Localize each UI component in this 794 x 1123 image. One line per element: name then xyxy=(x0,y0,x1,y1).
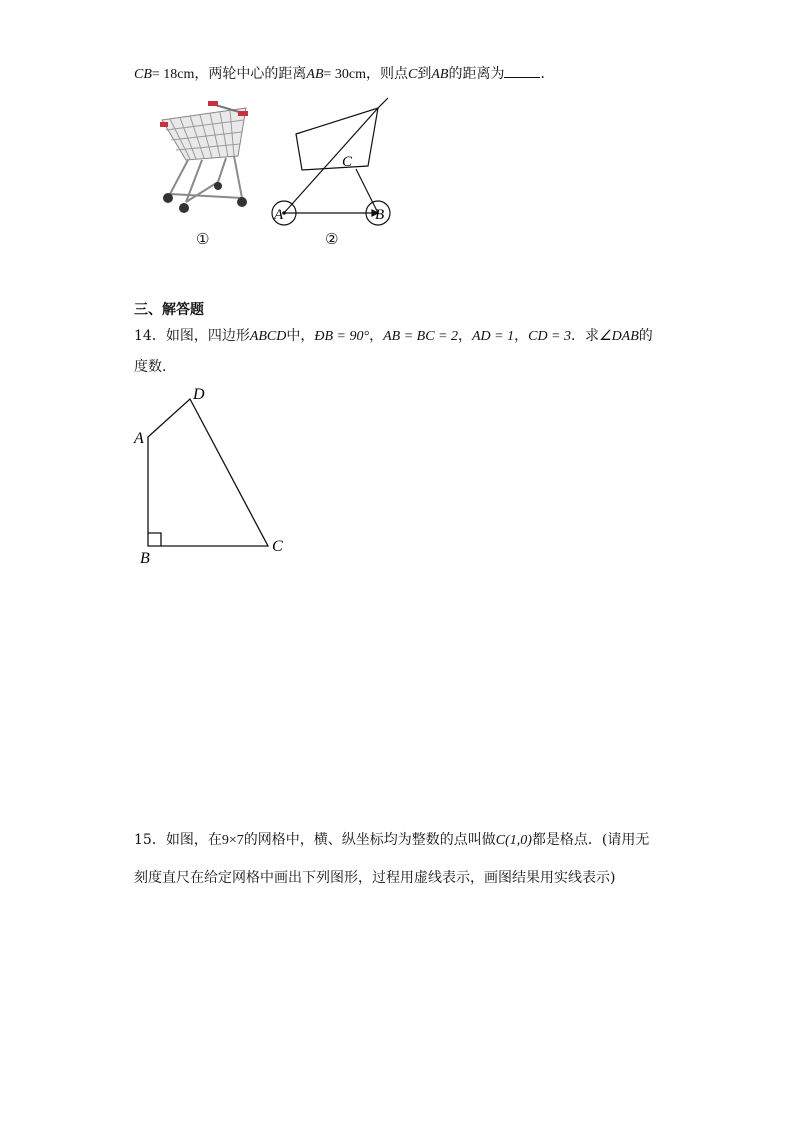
quadrilateral-name: ABCD xyxy=(249,329,287,344)
angle-b-condition: ÐB = 90° xyxy=(314,329,370,344)
ab-value: = 30cm xyxy=(323,67,366,82)
cb-variable: CB xyxy=(134,67,152,82)
q14-text-4: 的 xyxy=(638,328,653,344)
shopping-cart-figure xyxy=(146,98,266,218)
cd-condition: CD = 3 xyxy=(528,329,572,344)
q15-text-3: 都是格点．(请用无 xyxy=(531,832,650,848)
ad-condition: AD = 1 xyxy=(472,329,515,344)
q14-text-3: ．求 xyxy=(571,328,600,344)
q15-text-1: 如图，在 xyxy=(165,832,222,848)
q13-end: ． xyxy=(540,66,555,82)
q14-text-2: 中， xyxy=(286,328,315,344)
q14-sep-2: ， xyxy=(458,328,472,344)
vertex-c-label: C xyxy=(272,538,283,555)
figure-1-caption: ① xyxy=(196,230,210,248)
q13-text-1: ，两轮中心的距离 xyxy=(194,66,307,82)
vertex-b-label: B xyxy=(140,550,150,567)
q14-number: 14． xyxy=(134,328,166,344)
ab-variable: AB xyxy=(306,67,324,82)
c-variable: C xyxy=(408,67,418,82)
q14-text-line-2: 度数． xyxy=(134,359,176,375)
vertex-a-label: A xyxy=(134,430,144,447)
q13-text-2: ，则点 xyxy=(366,66,408,82)
quadrilateral-figure xyxy=(130,382,300,568)
cart-schematic-figure xyxy=(268,96,398,228)
point-c-label: C xyxy=(342,154,353,170)
q13-text-line xyxy=(134,64,554,85)
point-b-label: B xyxy=(375,207,385,223)
q14-text-1: 如图，四边形 xyxy=(165,328,250,344)
point-c-coordinates: C(1,0) xyxy=(495,833,532,848)
q15-text-2: 的网格中，横、纵坐标均为整数的点叫做 xyxy=(243,832,496,848)
q15-number: 15． xyxy=(134,832,166,848)
cart-handle-grip-icon xyxy=(208,101,218,106)
figure-2-caption: ② xyxy=(325,230,339,248)
grid-size: 9×7 xyxy=(221,833,244,848)
q15-text-line-2: 刻度直尺在给定网格中画出下列图形，过程用虚线表示，画图结果用实线表示) xyxy=(134,870,616,886)
q14-text-line-1 xyxy=(134,326,653,347)
ab-variable-2: AB xyxy=(431,67,449,82)
vertex-d-label: D xyxy=(193,386,205,403)
q13-text-4: 的距离为 xyxy=(448,66,505,82)
asked-angle: ∠DAB xyxy=(599,329,639,344)
q15-text-line-1 xyxy=(134,830,649,851)
cb-value: = 18cm xyxy=(151,67,195,82)
answer-blank xyxy=(504,77,540,78)
ab-bc-condition: AB = BC = 2 xyxy=(383,329,458,344)
point-a-label: A xyxy=(274,207,284,223)
section-heading: 三、解答题 xyxy=(134,302,204,318)
q13-text-3: 到 xyxy=(417,66,432,82)
q14-sep-3: ， xyxy=(514,328,529,344)
q14-sep-1: ， xyxy=(369,328,384,344)
